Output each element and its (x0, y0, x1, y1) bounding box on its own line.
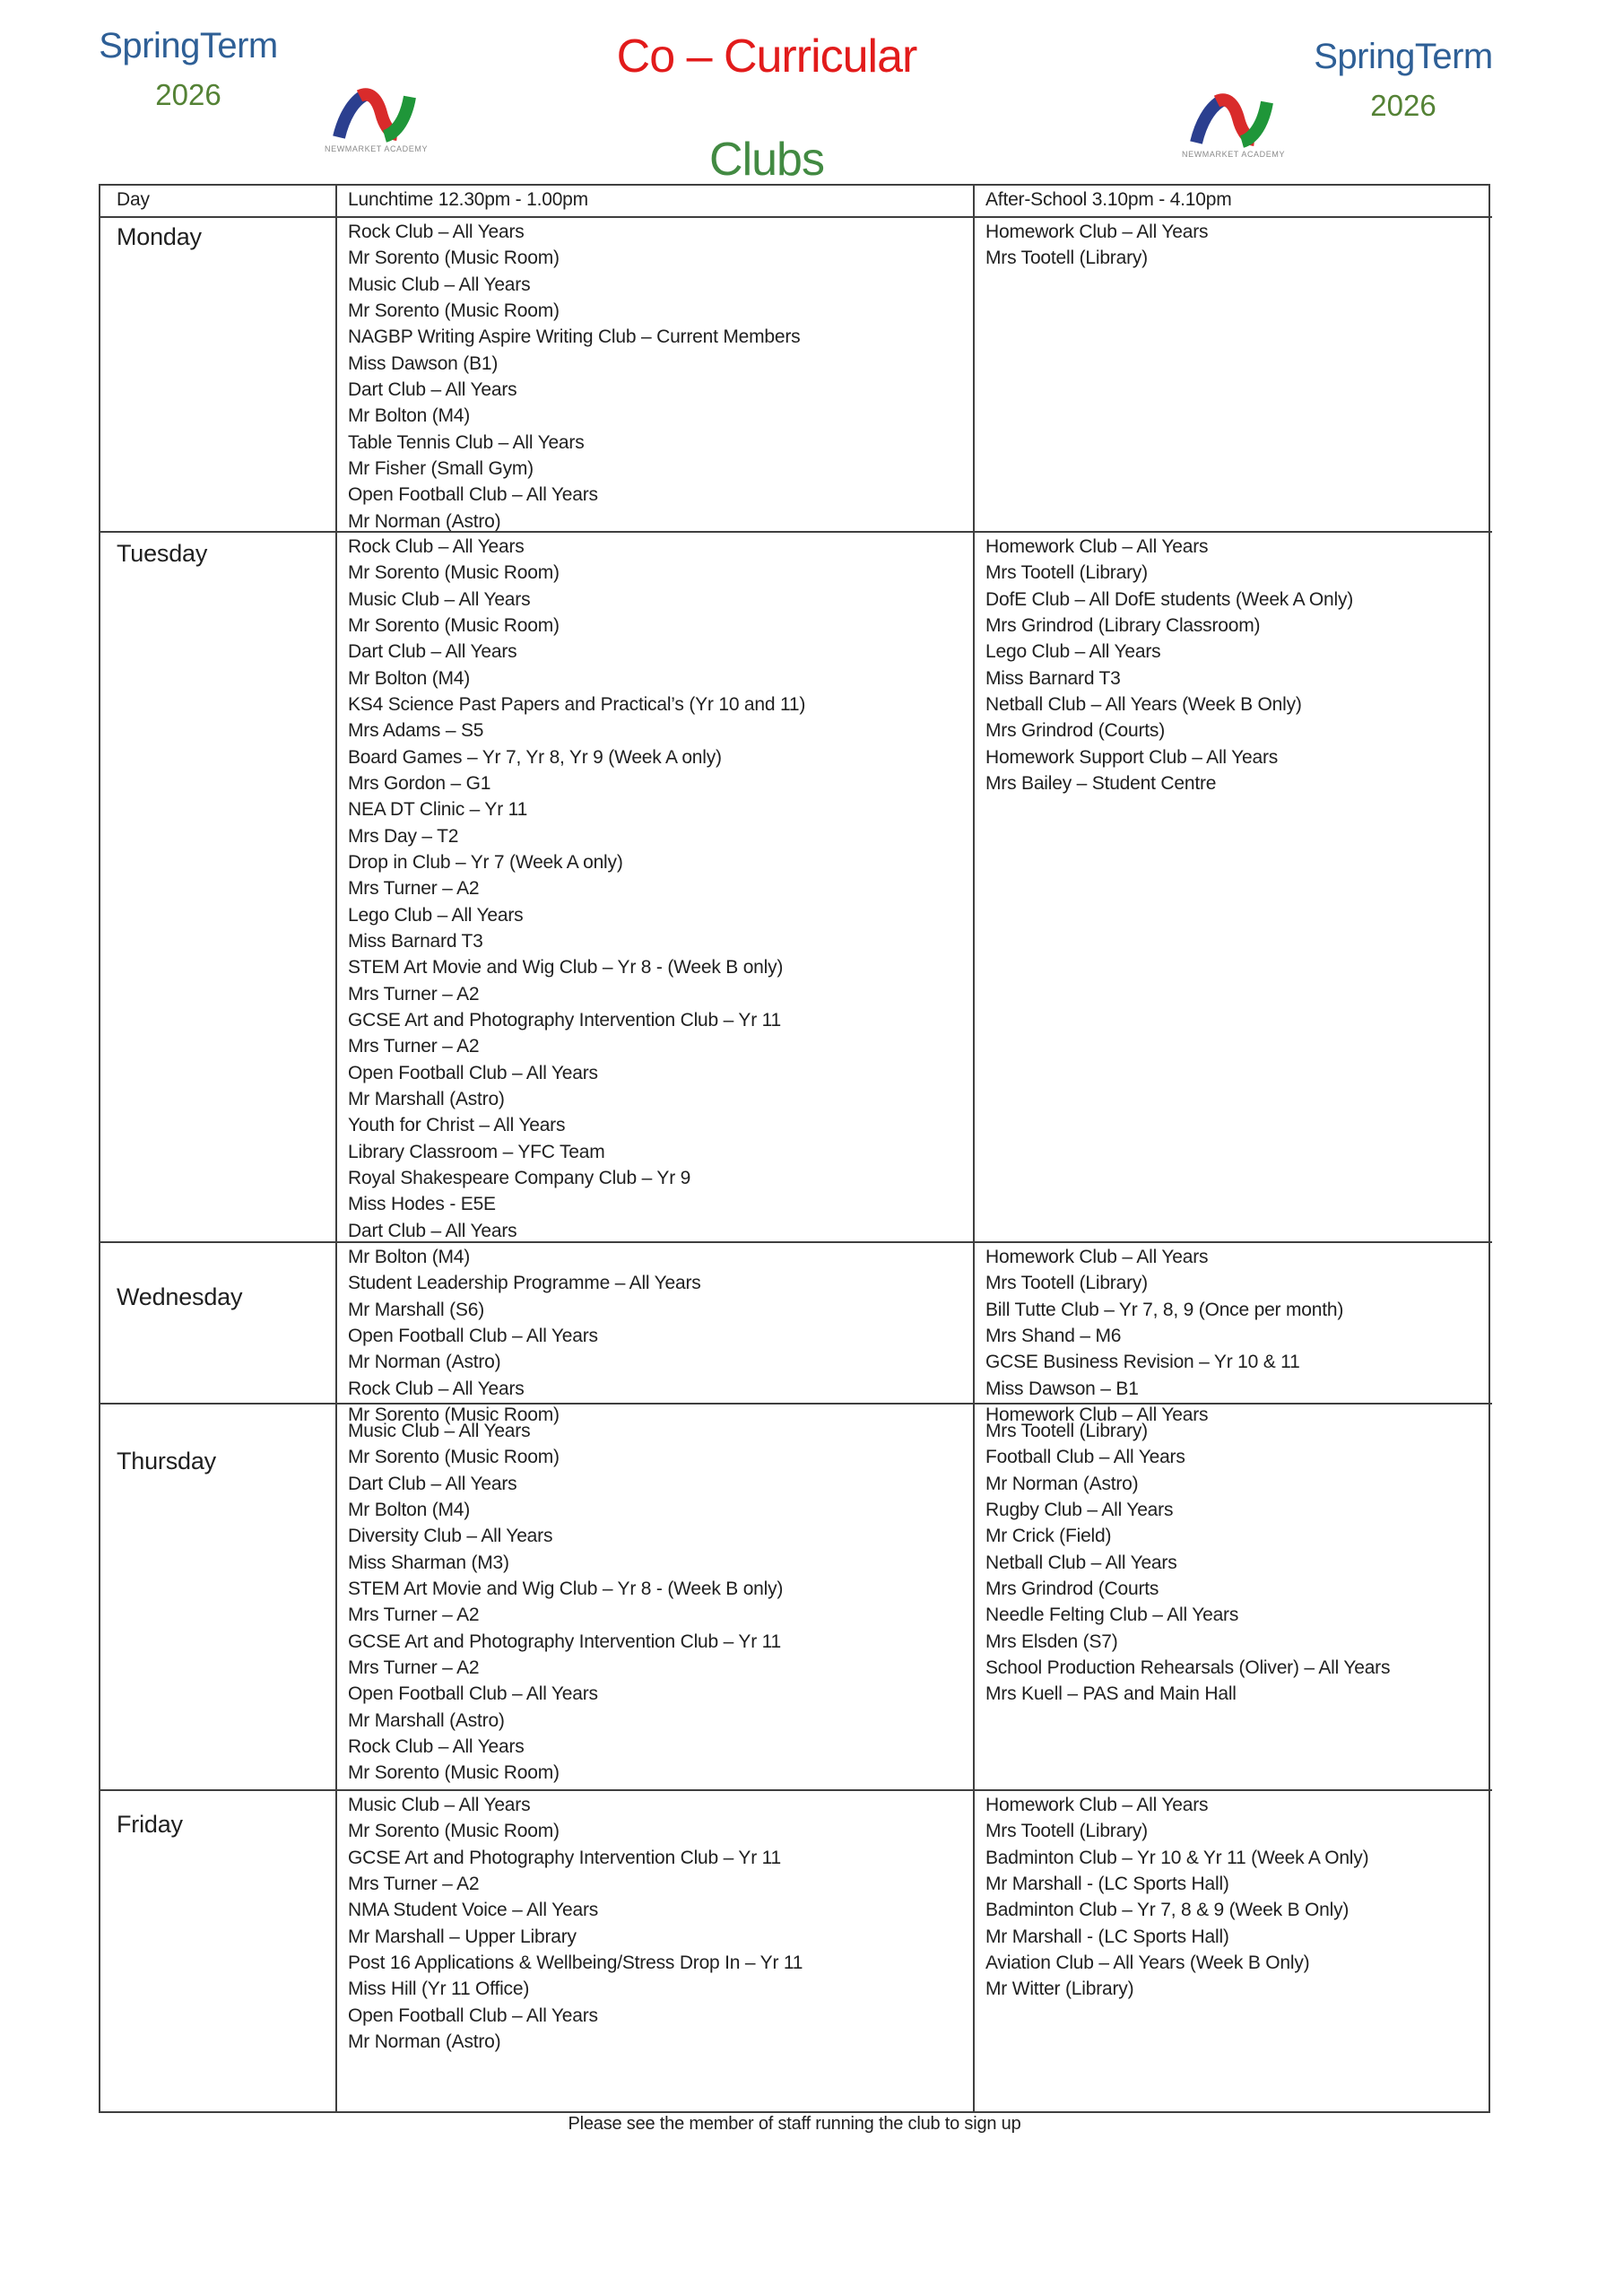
club-line: Mr Norman (Astro) (348, 1352, 501, 1373)
club-line: Rock Club – All Years (348, 222, 525, 242)
day-label-friday: Friday (100, 1789, 335, 2111)
club-line: STEM Art Movie and Wig Club – Yr 8 - (Week B only) (348, 1578, 784, 1599)
term-year: 2026 (1370, 89, 1436, 122)
club-line: Diversity Club – All Years (348, 1526, 553, 1547)
club-line: Mrs Bailey – Student Centre (985, 772, 1217, 794)
club-line: Needle Felting Club – All Years (985, 1605, 1239, 1626)
club-line: Library Classroom – YFC Team (348, 1141, 605, 1162)
club-list (975, 533, 1492, 796)
club-line: Board Games – Yr 7, Yr 8, Yr 9 (Week A only) (348, 746, 722, 768)
wednesday-lunchtime-cell (335, 1241, 973, 1425)
club-list (975, 1243, 1492, 1428)
club-line: Youth for Christ – All Years (348, 1115, 566, 1136)
club-line: Mrs Adams – S5 (348, 720, 484, 742)
club-line: Lego Club – All Years (985, 641, 1161, 663)
club-line: Badminton Club – Yr 10 & Yr 11 (Week A Only) (985, 1847, 1369, 1868)
tuesday-lunchtime-cell (335, 531, 973, 1241)
club-line: Homework Support Club – All Years (985, 746, 1279, 768)
club-line: Mrs Turner – A2 (348, 1873, 480, 1894)
club-line: Open Football Club – All Years (348, 1062, 598, 1083)
club-line: Mrs Grindrod (Courts (985, 1578, 1159, 1599)
club-line: GCSE Art and Photography Intervention Club – Yr 11 (348, 1631, 782, 1652)
club-list (337, 533, 973, 1244)
academy-logo-caption: NEWMARKET ACADEMY (1182, 150, 1286, 159)
club-line: Homework Club – All Years (985, 222, 1209, 242)
club-line: Music Club – All Years (348, 274, 531, 295)
club-line: Rock Club – All Years (348, 1735, 525, 1757)
club-line: Mr Sorento (Music Room) (348, 1762, 560, 1784)
term-year: 2026 (155, 78, 221, 111)
club-list (337, 1791, 973, 2055)
club-line: DofE Club – All DofE students (Week A Only) (985, 588, 1354, 610)
day-label-tuesday: Tuesday (100, 531, 335, 1241)
club-line: Mr Sorento (Music Room) (348, 248, 560, 269)
academy-logo (1182, 93, 1286, 160)
club-line: Netball Club – All Years (985, 1552, 1177, 1573)
club-line: Mr Norman (Astro) (348, 2031, 501, 2052)
club-line: NEA DT Clinic – Yr 11 (348, 799, 528, 821)
signup-note: Please see the member of staff running the club to sign up (568, 2114, 1021, 2134)
tuesday-after-school-cell (973, 531, 1492, 1241)
term-block-left (85, 25, 291, 111)
club-line: Rock Club – All Years (348, 536, 525, 557)
club-line: Mr Bolton (M4) (348, 667, 471, 689)
club-line: Rugby Club – All Years (985, 1499, 1174, 1520)
club-line: Open Football Club – All Years (348, 2005, 598, 2026)
club-line: Miss Hodes - E5E (348, 1194, 496, 1215)
club-line: Mr Marshall - (LC Sports Hall) (985, 1926, 1229, 1947)
friday-after-school-cell (973, 1789, 1492, 2111)
column-header-lunchtime: Lunchtime 12.30pm - 1.00pm (335, 186, 973, 216)
club-line: Music Club – All Years (348, 1795, 531, 1815)
club-line: Mrs Kuell – PAS and Main Hall (985, 1683, 1237, 1705)
club-line: Mr Witter (Library) (985, 1979, 1134, 2000)
club-list (337, 1405, 973, 1787)
club-line: Open Football Club – All Years (348, 1325, 598, 1346)
club-line: Miss Hill (Yr 11 Office) (348, 1979, 530, 2000)
club-line: GCSE Business Revision – Yr 10 & 11 (985, 1352, 1300, 1373)
academy-logo-caption: NEWMARKET ACADEMY (325, 144, 429, 153)
club-line: Dart Club – All Years (348, 378, 517, 400)
club-line: Mrs Turner – A2 (348, 1036, 480, 1057)
club-line: Football Club – All Years (985, 1447, 1185, 1468)
club-line: Badminton Club – Yr 7, 8 & 9 (Week B Only) (985, 1900, 1350, 1921)
thursday-after-school-cell (973, 1403, 1492, 1789)
club-line: Dart Club – All Years (348, 641, 517, 663)
club-line: Mrs Turner – A2 (348, 1657, 480, 1678)
club-list (975, 218, 1492, 272)
club-line: Miss Dawson (B1) (348, 352, 499, 374)
club-line: Mr Bolton (M4) (348, 1499, 471, 1520)
club-line: KS4 Science Past Papers and Practical’s (Yr 10 and 11) (348, 693, 806, 715)
club-line: Mr Marshall – Upper Library (348, 1926, 577, 1947)
club-line: Table Tennis Club – All Years (348, 431, 585, 453)
club-line: Rock Club – All Years (348, 1378, 525, 1399)
term-block-right (1300, 36, 1506, 122)
club-line: Mr Marshall (S6) (348, 1299, 484, 1320)
club-line: Mr Norman (Astro) (985, 1473, 1139, 1494)
club-line: Mr Crick (Field) (985, 1526, 1112, 1547)
club-line: Open Football Club – All Years (348, 484, 598, 506)
club-line: Mrs Gordon – G1 (348, 772, 491, 794)
club-line: Netball Club – All Years (Week B Only) (985, 693, 1302, 715)
friday-lunchtime-cell (335, 1789, 973, 2111)
club-line: Mr Sorento (Music Room) (348, 1821, 560, 1842)
club-line: Mrs Elsden (S7) (985, 1631, 1118, 1652)
club-line: Mr Sorento (Music Room) (348, 1404, 560, 1425)
club-line: Mrs Grindrod (Courts) (985, 720, 1165, 742)
club-line: Mr Norman (Astro) (348, 510, 501, 532)
club-list (975, 1791, 1492, 2003)
term-name: SpringTerm (1314, 37, 1493, 76)
club-line: Mrs Tootell (Library) (985, 1421, 1148, 1441)
club-line: Mr Bolton (M4) (348, 1247, 471, 1267)
club-line: Mr Bolton (M4) (348, 405, 471, 427)
club-line: Aviation Club – All Years (Week B Only) (985, 1952, 1310, 1973)
club-line: Miss Barnard T3 (985, 667, 1121, 689)
club-line: Music Club – All Years (348, 588, 531, 610)
club-line: Homework Club – All Years (985, 536, 1209, 557)
club-line: Mrs Tootell (Library) (985, 1821, 1148, 1842)
club-line: School Production Rehearsals (Oliver) – All Years (985, 1657, 1391, 1678)
club-line: Mr Sorento (Music Room) (348, 300, 560, 321)
clubs-table (99, 184, 1490, 2113)
club-line: Student Leadership Programme – All Years (348, 1273, 701, 1294)
club-line: Homework Club – All Years (985, 1795, 1209, 1815)
thursday-lunchtime-cell (335, 1403, 973, 1789)
club-line: STEM Art Movie and Wig Club – Yr 8 - (Week B only) (348, 957, 784, 978)
club-line: Homework Club – All Years (985, 1404, 1209, 1425)
club-line: Mrs Day – T2 (348, 825, 459, 847)
club-line: Mrs Tootell (Library) (985, 248, 1148, 269)
club-line: Mr Marshall - (LC Sports Hall) (985, 1873, 1229, 1894)
club-line: Mrs Tootell (Library) (985, 1273, 1148, 1294)
academy-logo (325, 88, 429, 154)
club-line: NAGBP Writing Aspire Writing Club – Current Members (348, 326, 801, 348)
club-line: Lego Club – All Years (348, 904, 524, 926)
club-line: Mr Sorento (Music Room) (348, 562, 560, 584)
club-line: Drop in Club – Yr 7 (Week A only) (348, 851, 623, 873)
club-line: Mr Marshall (Astro) (348, 1709, 505, 1731)
monday-after-school-cell (973, 216, 1492, 531)
club-line: Mr Sorento (Music Room) (348, 1447, 560, 1468)
club-line: NMA Student Voice – All Years (348, 1900, 599, 1921)
club-line: Miss Dawson – B1 (985, 1378, 1139, 1399)
academy-logo-icon (1182, 93, 1282, 149)
monday-lunchtime-cell (335, 216, 973, 531)
day-label-monday: Monday (100, 216, 335, 531)
day-label-wednesday: Wednesday (100, 1241, 335, 1403)
term-name: SpringTerm (99, 26, 278, 65)
club-line: Dart Club – All Years (348, 1220, 517, 1241)
page-title-line2: Clubs (709, 134, 824, 186)
academy-logo-icon (325, 88, 425, 144)
club-line: GCSE Art and Photography Intervention Club – Yr 11 (348, 1009, 782, 1031)
club-list (975, 1405, 1492, 1708)
club-line: Miss Sharman (M3) (348, 1552, 509, 1573)
club-line: Mr Marshall (Astro) (348, 1088, 505, 1109)
club-line: Mrs Turner – A2 (348, 983, 480, 1004)
club-line: Royal Shakespeare Company Club – Yr 9 (348, 1167, 691, 1188)
page-title (498, 29, 1036, 186)
club-line: Mr Sorento (Music Room) (348, 614, 560, 636)
day-label-thursday: Thursday (100, 1403, 335, 1789)
club-line: Mrs Shand – M6 (985, 1325, 1122, 1346)
wednesday-after-school-cell (973, 1241, 1492, 1425)
club-line: Dart Club – All Years (348, 1473, 517, 1494)
column-header-day: Day (117, 189, 150, 210)
club-line: Mrs Turner – A2 (348, 878, 480, 900)
club-line: Mrs Turner – A2 (348, 1605, 480, 1626)
club-line: Mr Fisher (Small Gym) (348, 457, 534, 479)
club-line: GCSE Art and Photography Intervention Club – Yr 11 (348, 1847, 782, 1868)
column-header-after-school: After-School 3.10pm - 4.10pm (973, 186, 1492, 216)
club-line: Homework Club – All Years (985, 1247, 1209, 1267)
club-line: Post 16 Applications & Wellbeing/Stress Drop In – Yr 11 (348, 1952, 803, 1973)
club-line: Open Football Club – All Years (348, 1683, 598, 1705)
club-list (337, 1243, 973, 1428)
club-line: Music Club – All Years (348, 1421, 531, 1441)
club-list (337, 218, 973, 535)
club-line: Miss Barnard T3 (348, 930, 483, 952)
page-title-line1: Co – Curricular (616, 30, 917, 83)
club-line: Mrs Grindrod (Library Classroom) (985, 614, 1261, 636)
club-line: Bill Tutte Club – Yr 7, 8, 9 (Once per month) (985, 1299, 1344, 1320)
club-line: Mrs Tootell (Library) (985, 562, 1148, 584)
